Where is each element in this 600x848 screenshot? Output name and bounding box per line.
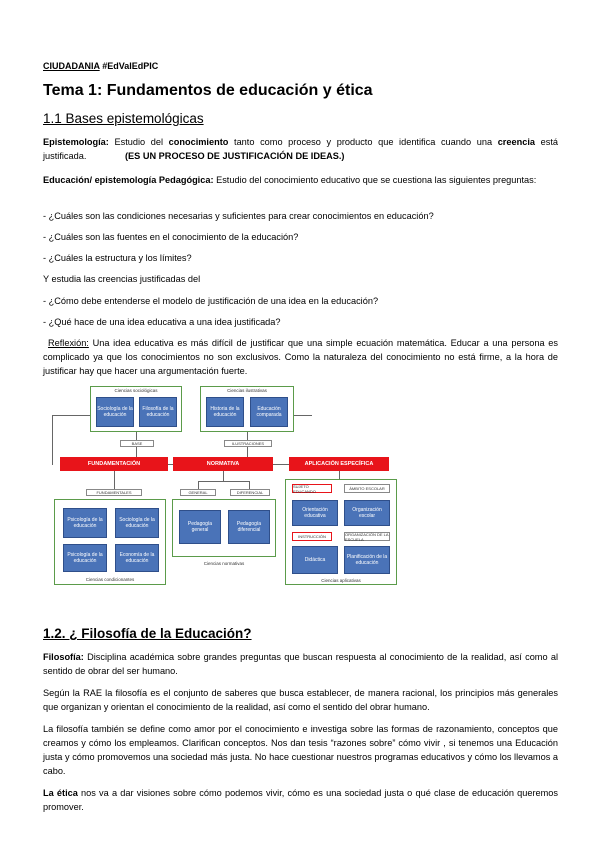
filosofia-love-paragraph: La filosofía también se define como amor por el conocimiento e investiga sobre las formas de razonamiento, conceptos que creamos y cómo los empleamos. Clarifican conceptos. Nos dan tesis “razones sobre” cómo vivir , si tenemos una Educación justa y cómo promovemos una sociedad más justa. No hace cuestionar nuestros programas educativos y cómo los llevamos a cabo. [43,724,558,776]
connector [249,481,250,489]
box-pedagogia-general: Pedagogía general [179,510,221,544]
course-name: CIUDADANIA [43,61,100,71]
connector [247,447,248,457]
connector [114,471,115,481]
text-fragment: está justificada. [43,137,558,161]
connector [136,447,137,457]
term-epistemologia: Epistemología: [43,137,109,147]
label-fundamentales: FUNDAMENTALES [86,489,142,496]
label-ilustraciones: ILUSTRACIONES [224,440,272,447]
text-fragment: tanto como proceso y producto que identifica cuando una [228,137,498,147]
connector [294,415,312,416]
connector [247,432,248,440]
label-sujeto: SUJETO EDUCANDO [292,484,332,493]
pedagogical-epistemology-definition [43,173,558,187]
group-title: Ciencias ilustrativas [227,388,267,393]
box-psicologia-2: Psicología de la educación [63,544,107,572]
label-organizacion-escuela: ORGANIZACIÓN DE LA ESCUELA [345,531,389,542]
diagram-canvas [52,383,550,588]
group-title: Ciencias condicionantes [85,577,135,582]
box-economia: Economía de la educación [115,544,159,572]
connector [168,464,173,465]
connector [52,415,90,416]
red-aplicacion: APLICACIÓN ESPECÍFICA [289,457,389,471]
box-orientacion: Orientación educativa [292,500,338,526]
box-filosofia: Filosofía de la educación [139,397,177,427]
group-ciencias-sociologicas [90,386,182,432]
epistemology-note: (ES UN PROCESO DE JUSTIFICACIÓN DE IDEAS.) [124,151,345,161]
section2-heading: 1.2. ¿ Filosofía de la Educación? [43,626,252,641]
text-fragment: nos va a dar visiones sobre cómo podemos vivir, cómo es una sociedad justa o qué clase de educación queremos promover. [43,788,558,812]
keyword-creencia: creencia [497,137,535,147]
group-ciencias-normativas [172,499,276,557]
studies-intro: Y estudia las creencias justificadas del [43,274,201,284]
filosofia-definition [43,650,558,678]
text-fragment: Disciplina académica sobre grandes preguntas que buscan respuesta al conocimiento de la realidad, así como al sentido de obrar del ser humano. [43,652,558,676]
box-sociologia-edu: Sociología de la educación [115,508,159,538]
epistemology-definition [43,135,558,163]
label-diferencial: DIFERENCIAL [230,489,270,496]
text-fragment: Estudio del [108,137,169,147]
group-ciencias-condicionantes [54,499,166,585]
group-title: Ciencias sociológicas [114,388,158,393]
box-historia: Historia de la educación [206,397,244,427]
group-title: Ciencias aplicativas [321,578,361,583]
reflection-label: Reflexión: [48,338,89,348]
label-instruccion: INSTRUCCIÓN [292,532,332,541]
connector [198,481,250,482]
group-ciencias-ilustrativas [200,386,294,432]
keyword-conocimiento: conocimiento [168,137,229,147]
connector [273,464,289,465]
box-comparada: Educación comparada [250,397,288,427]
connector [114,481,115,489]
course-hashtag: #EdValEdPIC [102,61,159,71]
question-3: - ¿Cuáles la estructura y los límites? [43,253,192,263]
term-epistemologia-pedagogica: Educación/ epistemología Pedagógica: [43,175,214,185]
connector [52,415,53,465]
question-2: - ¿Cuáles son las fuentes en el conocimiento de la educación? [43,232,299,242]
red-normativa: NORMATIVA [173,457,273,471]
question-4: - ¿Cómo debe entenderse el modelo de justificación de una idea en la educación? [43,296,379,306]
box-pedagogia-diferencial: Pedagogía diferencial [228,510,270,544]
red-fundamentacion: FUNDAMENTACIÓN [60,457,168,471]
term-etica: La ética [43,788,78,798]
box-psicologia: Psicología de la educación [63,508,107,538]
etica-paragraph [43,786,558,814]
box-planificacion: Planificación de la educación [344,546,390,574]
connector [136,432,137,440]
section1-heading: 1.1 Bases epistemológicas [43,111,204,126]
label-ambito: ÁMBITO ESCOLAR [344,484,390,493]
box-organizacion: Organización escolar [344,500,390,526]
term-filosofia: Filosofía: [43,652,84,662]
label-general: GENERAL [180,489,216,496]
connector [223,471,224,481]
doc-header [43,59,158,73]
box-didactica: Didáctica [292,546,338,574]
connector [198,481,199,489]
box-sociologia: Sociología de la educación [96,397,134,427]
rae-definition: Según la RAE la filosofía es el conjunto de saberes que busca establecer, de manera racional, los principios más generales que organizan y orientan el conocimiento de la realidad, así como el sentido del obrar humano. [43,688,558,712]
reflection-paragraph [43,336,558,378]
text-fragment: Una idea educativa es más difícil de justificar que una simple ecuación matemática. Educar a una persona es complicado ya que los conocimientos no son exclusivos. Como la naturaleza del conocimiento no está firme, a la hora de justificar hay que hacer una argumentación fuerte. [43,338,558,376]
group-title-normativas: Ciencias normativas [203,561,245,566]
question-5: - ¿Qué hace de una idea educativa a una idea justificada? [43,317,281,327]
page-title: Tema 1: Fundamentos de educación y ética [43,82,373,99]
question-1: - ¿Cuáles son las condiciones necesarias y suficientes para crear conocimientos en educación? [43,211,434,221]
text-fragment: Estudio del conocimiento educativo que se cuestiona las siguientes preguntas: [213,175,537,185]
group-ciencias-aplicativas [285,479,397,585]
label-base: BASE [120,440,154,447]
